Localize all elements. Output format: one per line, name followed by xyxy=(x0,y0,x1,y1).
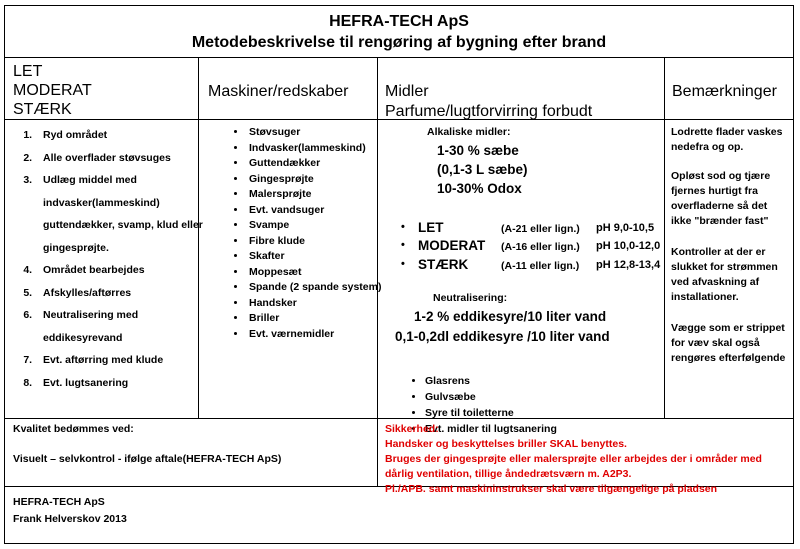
tool-item: • Briller xyxy=(247,311,407,327)
step-item: 6. Neutralisering med eddikesyrevand xyxy=(35,304,215,349)
bullet-icon: • xyxy=(401,221,405,233)
tool-item: • Malersprøjte xyxy=(247,187,407,203)
grade-product: (A-11 eller lign.) xyxy=(501,260,580,272)
tool-item: • Fibre klude xyxy=(247,234,407,250)
quality-text: Visuelt – selvkontrol - ifølge aftale(HEFRA-TECH ApS) xyxy=(13,453,282,465)
tool-item: • Handsker xyxy=(247,296,407,312)
tool-item: • Indvasker(lammeskind) xyxy=(247,141,407,157)
procedure-steps xyxy=(15,124,215,394)
neutralising-dose-1: 1-2 % eddikesyre/10 liter vand xyxy=(414,309,607,324)
footer-company: HEFRA-TECH ApS xyxy=(13,496,105,508)
agents-header: Midler xyxy=(385,83,429,100)
bullet-icon: • xyxy=(401,239,405,251)
body-divider xyxy=(5,418,793,419)
grade-name: LET xyxy=(418,220,444,235)
method-document xyxy=(4,5,794,544)
step-item: 4. Området bearbejdes xyxy=(35,259,215,282)
quality-label: Kvalitet bedømmes ved: xyxy=(13,423,134,435)
grade-ph: pH 9,0-10,5 xyxy=(596,222,655,234)
safety-label: Sikkerhed: xyxy=(385,423,439,435)
agents-subheader: Parfume/lugtforvirring forbudt xyxy=(385,103,593,120)
grade-name: MODERAT xyxy=(418,238,486,253)
tool-item: • Spande (2 spande system) xyxy=(247,280,407,296)
step-item: 1. Ryd området xyxy=(35,124,215,147)
document-subtitle: Metodebeskrivelse til rengøring af bygning efter brand xyxy=(191,34,607,51)
step-item: 8. Evt. lugtsanering xyxy=(35,372,215,395)
tools-list xyxy=(227,125,407,342)
bullet-icon: • xyxy=(401,258,405,270)
step-item: 5. Afskylles/aftørres xyxy=(35,282,215,305)
safety-section xyxy=(385,422,789,497)
step-item: 3. Udlæg middel med indvasker(lammeskind) guttendækker, svamp, klud eller gingesprøjte. xyxy=(35,169,215,259)
grade-name: STÆRK xyxy=(418,257,469,272)
level-moderat: MODERAT xyxy=(13,82,92,99)
step-item: 2. Alle overflader støvsuges xyxy=(35,147,215,170)
misc-agent-item: • Syre til toiletterne xyxy=(425,405,557,421)
misc-agent-item: • Evt. midler til lugtsanering xyxy=(425,421,557,437)
col-divider-3 xyxy=(664,57,665,418)
neutralising-dose-2: 0,1-0,2dl eddikesyre /10 liter vand xyxy=(395,329,610,344)
footer-author: Frank Helverskov 2013 xyxy=(13,513,127,525)
remark-3: Kontroller at der er slukket for strømmen ved afvaskning af installationer. xyxy=(671,246,778,303)
tool-item: • Guttendækker xyxy=(247,156,407,172)
tool-item: • Evt. vandsuger xyxy=(247,203,407,219)
level-staerk: STÆRK xyxy=(13,101,72,118)
remark-1: Lodrette flader vaskes nedefra og op. xyxy=(671,126,783,153)
grade-product: (A-21 eller lign.) xyxy=(501,223,580,235)
tool-item: • Gingesprøjte xyxy=(247,172,407,188)
remark-4: Vægge som er strippet for væv skal også rengøres efterfølgende xyxy=(671,322,786,364)
tool-item: • Evt. værnemidler xyxy=(247,327,407,343)
alkaline-label: Alkaliske midler: xyxy=(427,126,511,138)
soap-percentage: 1-30 % sæbe xyxy=(437,143,519,158)
safety-line: Pl./APB. samt maskininstrukser skal være tilgængelige på pladsen xyxy=(385,483,718,495)
soap-litre: (0,1-3 L sæbe) xyxy=(437,162,528,177)
odox-amount: 10-30% Odox xyxy=(437,181,522,196)
title-divider xyxy=(5,57,793,58)
tool-item: • Svampe xyxy=(247,218,407,234)
tool-item: • Skafter xyxy=(247,249,407,265)
level-headers xyxy=(13,62,92,119)
neutralising-label: Neutralisering: xyxy=(433,292,508,304)
level-let: LET xyxy=(13,63,43,80)
safety-line: Bruges der gingesprøjte eller malersprøjte eller arbejdes der i områder med dårlig ventilation, tillige åndedrætsværn m. A2P3. xyxy=(385,453,762,480)
grade-ph: pH 10,0-12,0 xyxy=(596,240,661,252)
misc-agent-item: • Gulvsæbe xyxy=(425,389,557,405)
grade-product: (A-16 eller lign.) xyxy=(501,241,580,253)
tool-item: • Støvsuger xyxy=(247,125,407,141)
step-item: 7. Evt. aftørring med klude xyxy=(35,349,215,372)
tool-item: • Moppesæt xyxy=(247,265,407,281)
grade-ph: pH 12,8-13,4 xyxy=(596,259,661,271)
tools-header: Maskiner/redskaber xyxy=(208,83,349,100)
safety-line: Handsker og beskyttelses briller SKAL benyttes. xyxy=(385,438,627,450)
remark-2: Opløst sod og tjære fjernes hurtigt fra overfladerne så det ikke "brænder fast" xyxy=(671,170,771,227)
document-company-title: HEFRA-TECH ApS xyxy=(329,13,469,30)
remarks-header: Bemærkninger xyxy=(672,83,777,100)
misc-agent-item: • Glasrens xyxy=(425,373,557,389)
